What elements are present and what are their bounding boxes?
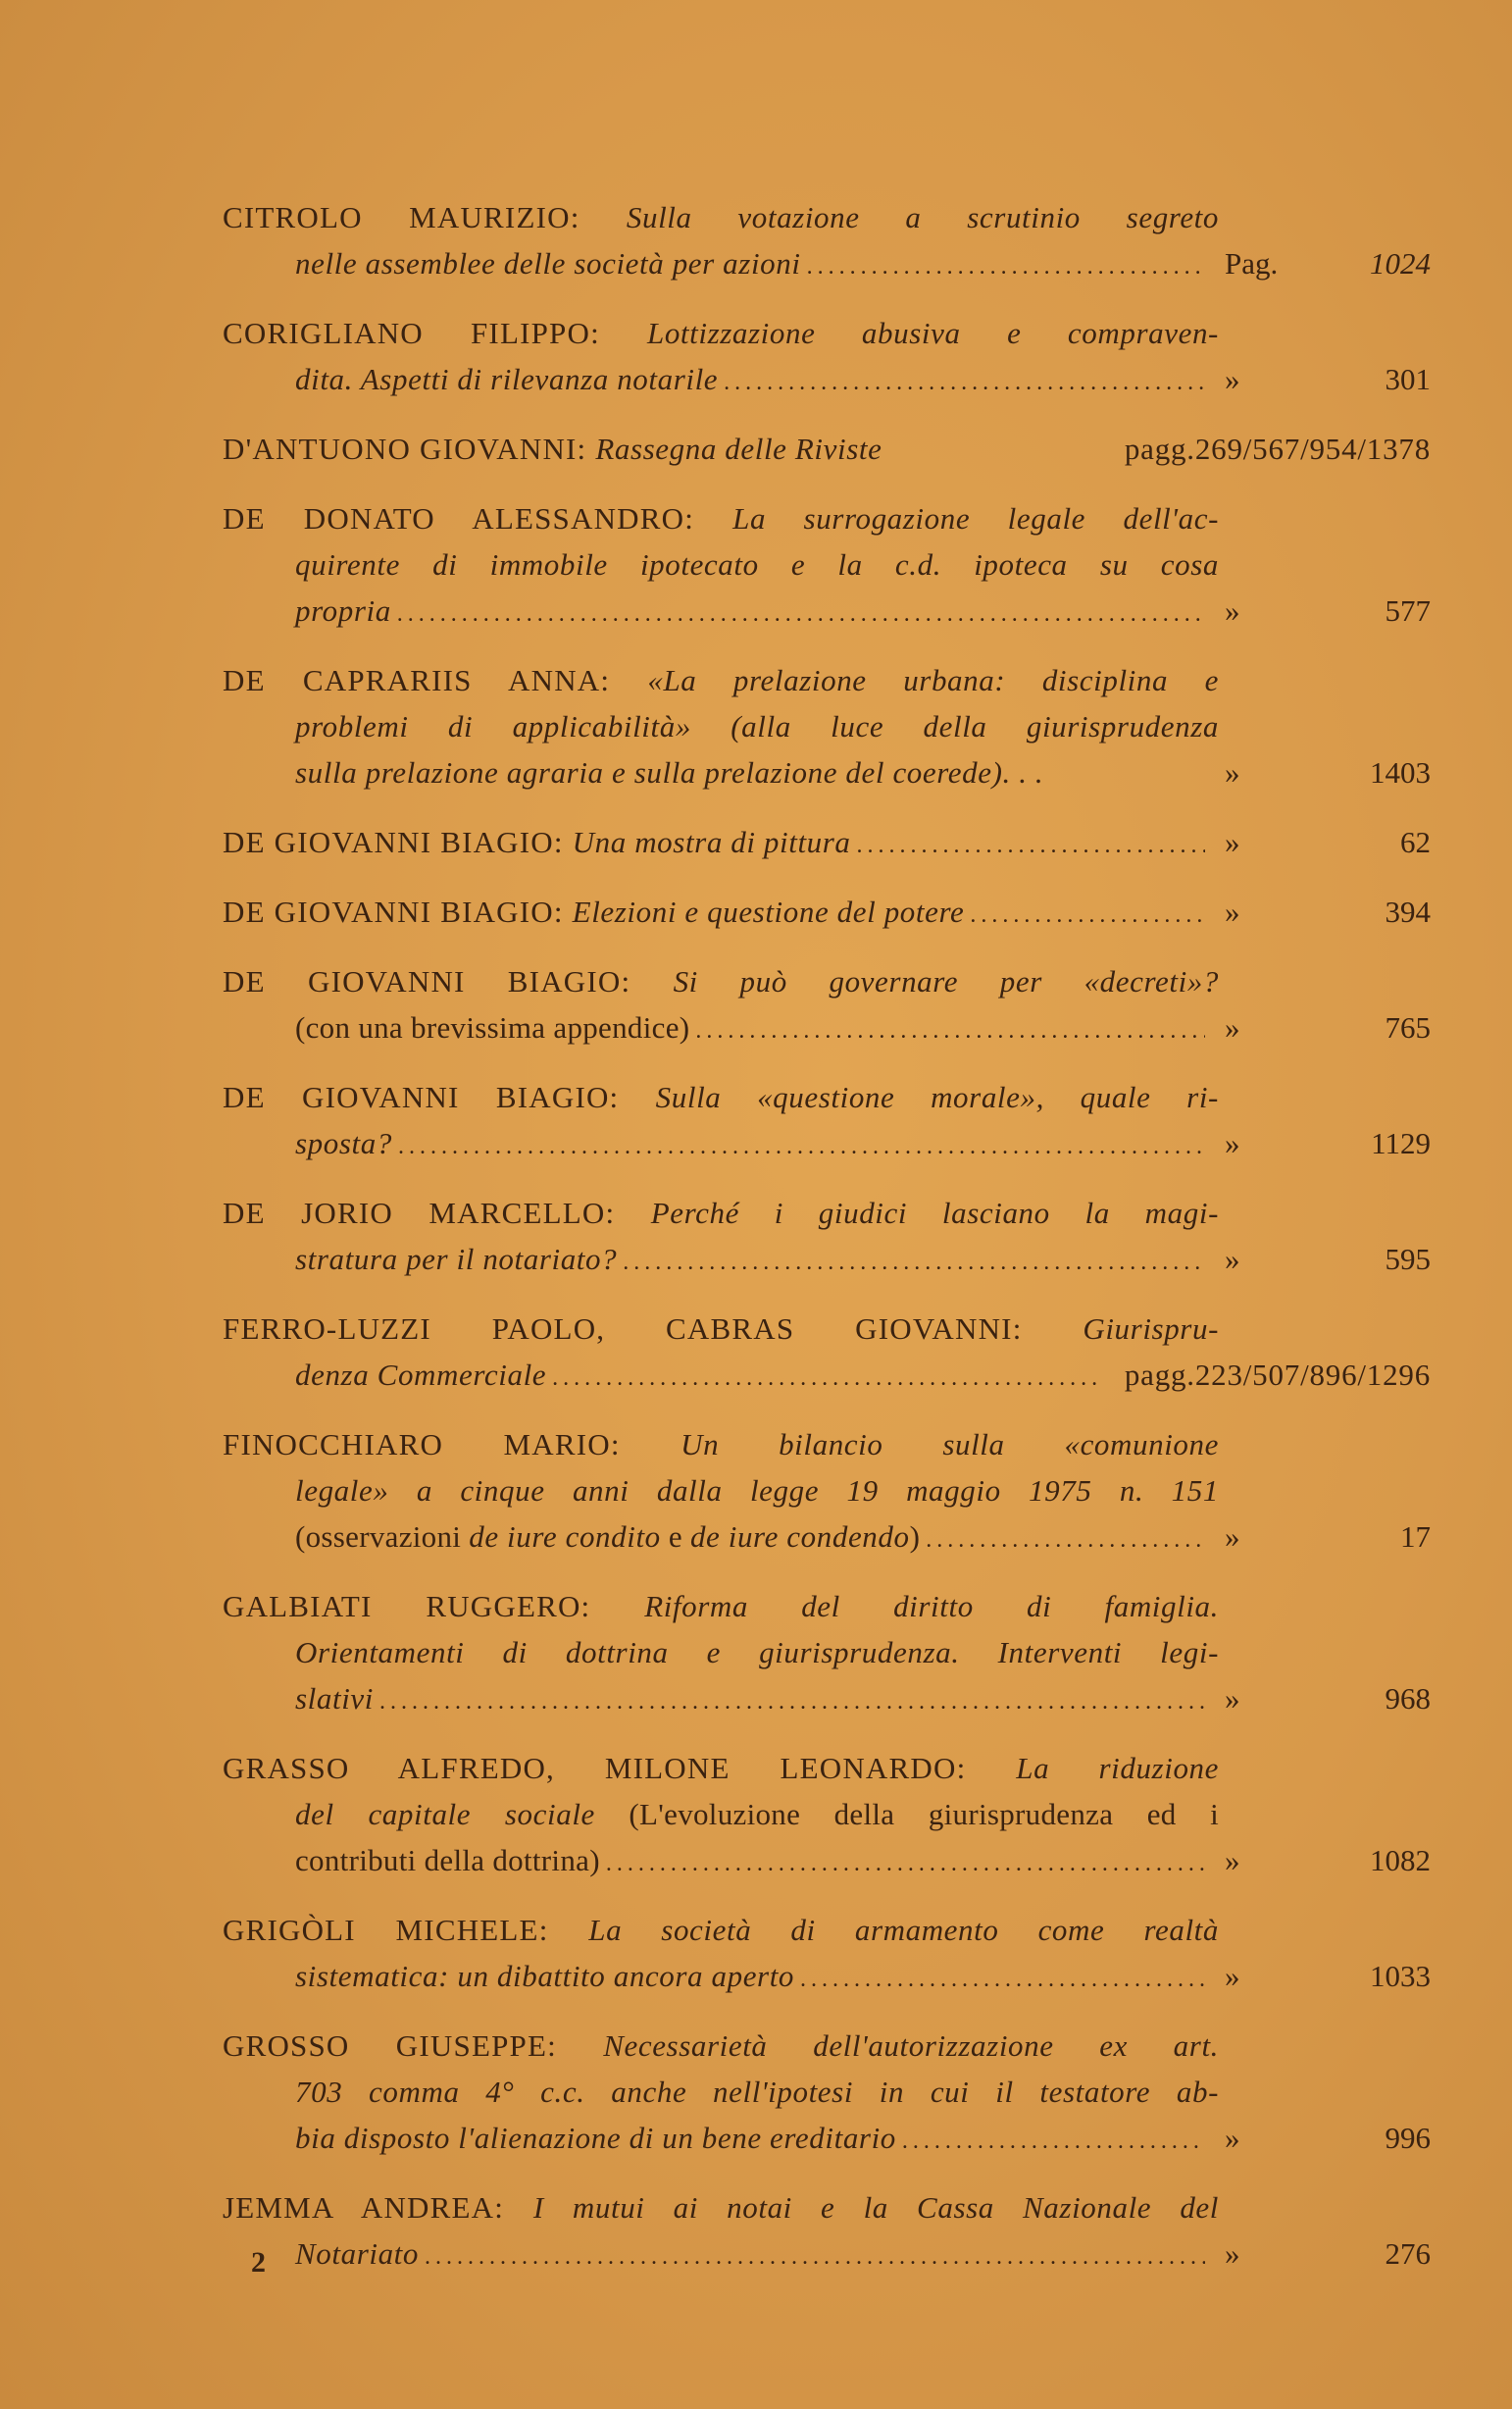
entry-text [223, 1745, 1219, 1791]
entry-line [223, 2184, 1431, 2230]
author-name: GRASSO ALFREDO, MILONE LEONARDO: [223, 1751, 1017, 1785]
ref-prefix: pagg. [1124, 1358, 1195, 1392]
author-name: GALBIATI RUGGERO: [223, 1589, 645, 1623]
ref-prefix: » [1225, 895, 1240, 929]
entry-line [223, 1190, 1431, 1236]
author-name: DE JORIO MARCELLO: [223, 1196, 651, 1230]
index-entry [223, 1306, 1431, 1398]
article-title: Rassegna delle Riviste [595, 432, 882, 466]
entry-text [295, 1352, 546, 1398]
index-entry [223, 819, 1431, 865]
author-name: FERRO-LUZZI PAOLO, CABRAS GIOVANNI: [223, 1311, 1084, 1346]
entry-text [295, 749, 1043, 795]
entry-line [223, 588, 1431, 634]
entry-line [223, 749, 1431, 795]
article-note: contributi della dottrina) [295, 1843, 600, 1877]
article-title: «La prelazione urbana: disciplina e [647, 663, 1219, 697]
article-title: Orientamenti di dottrina e giurisprudenza. Interventi legi- [295, 1635, 1219, 1669]
author-name: DE DONATO ALESSANDRO: [223, 501, 733, 536]
page-ref-number: 301 [1385, 362, 1431, 396]
entry-line [223, 194, 1431, 240]
entry-text [295, 1675, 374, 1721]
index-entry [223, 1907, 1431, 1999]
author-name: DE GIOVANNI BIAGIO: [223, 1080, 656, 1114]
page-ref-number: 394 [1385, 895, 1431, 929]
article-title: sulla prelazione agraria e sulla prelazione del coerede). . . [295, 755, 1044, 790]
entry-text [223, 426, 882, 472]
entry-text [223, 1190, 1219, 1236]
entry-text [295, 2069, 1219, 2115]
page-reference [1225, 1513, 1431, 1560]
page-number: 2 [251, 2246, 266, 2279]
entry-line [223, 1907, 1431, 1953]
entry-text [295, 1467, 1219, 1513]
entry-line [223, 1745, 1431, 1791]
article-title: del capitale sociale [295, 1797, 595, 1831]
article-title: slativi [295, 1681, 374, 1716]
article-title: Si può governare per «decreti»? [673, 964, 1219, 999]
page-reference [1225, 1120, 1431, 1166]
entry-line [223, 1421, 1431, 1467]
page-reference [1225, 749, 1431, 795]
entry-text [223, 2184, 1219, 2230]
entry-line [223, 240, 1431, 286]
entry-text [223, 1306, 1219, 1352]
entry-line [223, 1583, 1431, 1629]
article-title: problemi di applicabilità» (alla luce della giurisprudenza [295, 709, 1219, 743]
index-entry [223, 1745, 1431, 1883]
ref-prefix: » [1225, 1843, 1240, 1877]
article-note: (con una brevissima appendice) [295, 1010, 690, 1045]
author-name: GROSSO GIUSEPPE: [223, 2028, 604, 2063]
ref-prefix: » [1225, 1681, 1240, 1716]
entry-text [223, 958, 1219, 1004]
index-list [223, 194, 1431, 2300]
entry-text [223, 819, 851, 865]
dot-leader [857, 823, 1205, 869]
article-title: bia disposto l'alienazione di un bene ereditario [295, 2121, 896, 2155]
entry-line [223, 1352, 1431, 1398]
entry-line [223, 1120, 1431, 1166]
article-title: La società di armamento come realtà [588, 1913, 1219, 1947]
entry-line [223, 657, 1431, 703]
page-reference [1225, 1004, 1431, 1051]
page-ref-number: 17 [1400, 1519, 1431, 1554]
index-entry [223, 194, 1431, 286]
index-entry [223, 657, 1431, 795]
page-ref-number: 1129 [1371, 1126, 1431, 1160]
entry-text [223, 1074, 1219, 1120]
page-ref-number: 996 [1385, 2121, 1431, 2155]
page-reference [1225, 2115, 1431, 2161]
author-name: DE CAPRARIIS ANNA: [223, 663, 648, 697]
article-title: de iure condito [469, 1519, 661, 1554]
article-title: Riforma del diritto di famiglia. [644, 1589, 1219, 1623]
dot-leader [970, 893, 1205, 939]
entry-line [223, 1837, 1431, 1883]
entry-text [295, 541, 1219, 588]
dot-leader [398, 1124, 1205, 1170]
dot-leader [902, 2119, 1205, 2165]
ref-prefix: » [1225, 2121, 1240, 2155]
article-title: 703 comma 4° c.c. anche nell'ipotesi in cui il testatore ab- [295, 2075, 1219, 2109]
article-title: stratura per il notariato? [295, 1242, 618, 1276]
page-ref-number: 968 [1385, 1681, 1431, 1716]
entry-line [223, 958, 1431, 1004]
entry-text [295, 1953, 794, 1999]
page-ref-number: 1033 [1370, 1959, 1431, 1993]
ref-prefix: Pag. [1225, 246, 1279, 281]
page-reference [1225, 240, 1431, 286]
page-reference [1225, 1236, 1431, 1282]
entry-text [223, 310, 1219, 356]
entry-text [223, 1421, 1219, 1467]
ref-prefix: » [1225, 1126, 1240, 1160]
entry-line [223, 1236, 1431, 1282]
entry-line [223, 2115, 1431, 2161]
dot-leader [552, 1356, 1103, 1402]
entry-line [223, 310, 1431, 356]
page-ref-number: 62 [1400, 825, 1431, 859]
ref-prefix: » [1225, 1519, 1240, 1554]
page-reference [1225, 356, 1431, 402]
author-name: DE GIOVANNI BIAGIO: [223, 825, 573, 859]
index-entry [223, 1421, 1431, 1560]
ref-prefix: » [1225, 825, 1240, 859]
dot-leader [926, 1517, 1205, 1563]
entry-text [295, 2115, 896, 2161]
entry-text [295, 1236, 617, 1282]
article-title: Notariato [295, 2236, 419, 2271]
entry-text [295, 240, 801, 286]
entry-line [223, 1467, 1431, 1513]
page-ref-number: 765 [1385, 1010, 1431, 1045]
article-note: (L'evoluzione della giurisprudenza ed i [594, 1797, 1219, 1831]
article-title: denza Commerciale [295, 1358, 547, 1392]
entry-text [223, 495, 1219, 541]
author-name: D'ANTUONO GIOVANNI: [223, 432, 596, 466]
article-title: Una mostra di pittura [572, 825, 851, 859]
article-title: La riduzione [1016, 1751, 1219, 1785]
page-ref-number: 1403 [1370, 755, 1431, 790]
entry-text [223, 1907, 1219, 1953]
entry-line [223, 426, 1431, 472]
entry-line [223, 1791, 1431, 1837]
index-entry [223, 2023, 1431, 2161]
index-entry [223, 958, 1431, 1051]
entry-text [223, 889, 964, 935]
entry-text [223, 194, 1219, 240]
index-entry [223, 310, 1431, 402]
article-title: Necessarietà dell'autorizzazione ex art. [603, 2028, 1220, 2063]
ref-prefix: » [1225, 1242, 1240, 1276]
article-title: Giurispru- [1083, 1311, 1219, 1346]
entry-text [295, 1004, 689, 1051]
article-note: e [660, 1519, 690, 1554]
ref-prefix: » [1225, 1010, 1240, 1045]
page-reference [1225, 889, 1431, 935]
author-name: CORIGLIANO FILIPPO: [223, 316, 647, 350]
page-reference [1225, 1953, 1431, 1999]
article-title: Un bilancio sulla «comunione [680, 1427, 1219, 1461]
index-entry [223, 889, 1431, 935]
entry-line [223, 1513, 1431, 1560]
dot-leader [606, 1841, 1205, 1887]
entry-text [295, 2230, 419, 2277]
entry-line [223, 1953, 1431, 1999]
article-title: propria [295, 593, 391, 628]
entry-line [223, 819, 1431, 865]
author-name: FINOCCHIARO MARIO: [223, 1427, 681, 1461]
entry-text [295, 1120, 392, 1166]
entry-line [223, 495, 1431, 541]
entry-text [223, 1583, 1219, 1629]
index-entry [223, 1190, 1431, 1282]
author-name: GRIGÒLI MICHELE: [223, 1913, 589, 1947]
ref-prefix: » [1225, 2236, 1240, 2271]
page-reference [1225, 2230, 1431, 2277]
article-title: Elezioni e questione del potere [572, 895, 965, 929]
article-title: sistematica: un dibattito ancora aperto [295, 1959, 795, 1993]
article-title: La surrogazione legale dell'ac- [732, 501, 1220, 536]
page-reference [1225, 819, 1431, 865]
page-reference [1125, 426, 1431, 472]
ref-prefix: » [1225, 1959, 1240, 1993]
index-entry [223, 426, 1431, 472]
page-ref-number: 577 [1385, 593, 1431, 628]
page-ref-number: 223/507/896/1296 [1194, 1358, 1431, 1392]
ref-prefix: » [1225, 593, 1240, 628]
entry-line [223, 889, 1431, 935]
entry-text [223, 2023, 1219, 2069]
page-ref-number: 1082 [1370, 1843, 1431, 1877]
entry-text [223, 657, 1219, 703]
author-name: JEMMA ANDREA: [223, 2190, 533, 2225]
entry-line [223, 2023, 1431, 2069]
entry-line [223, 2230, 1431, 2277]
article-title: legale» a cinque anni dalla legge 19 maggio 1975 n. 151 [295, 1473, 1219, 1508]
dot-leader [379, 1679, 1205, 1725]
article-title: Sulla votazione a scrutinio segreto [626, 200, 1219, 234]
dot-leader [397, 591, 1205, 638]
entry-text [295, 588, 391, 634]
page-ref-number: 269/567/954/1378 [1194, 432, 1431, 466]
entry-text [295, 703, 1219, 749]
dot-leader [425, 2234, 1205, 2281]
entry-line [223, 1074, 1431, 1120]
entry-text [295, 1629, 1219, 1675]
article-note: ) [909, 1519, 921, 1554]
entry-line [223, 356, 1431, 402]
dot-leader [695, 1008, 1205, 1054]
article-note: (osservazioni [295, 1519, 470, 1554]
author-name: DE GIOVANNI BIAGIO: [223, 895, 573, 929]
page-reference [1225, 588, 1431, 634]
entry-text [295, 1791, 1219, 1837]
ref-prefix: » [1225, 362, 1240, 396]
dot-leader [807, 244, 1205, 290]
entry-text [295, 1837, 600, 1883]
dot-leader [623, 1240, 1205, 1286]
article-title: nelle assemblee delle società per azioni [295, 246, 801, 281]
ref-prefix: » [1225, 755, 1240, 790]
entry-line [223, 2069, 1431, 2115]
article-title: sposta? [295, 1126, 392, 1160]
index-entry [223, 1074, 1431, 1166]
entry-line [223, 541, 1431, 588]
dot-leader [724, 360, 1205, 406]
page-ref-number: 276 [1385, 2236, 1431, 2271]
article-title: quirente di immobile ipotecato e la c.d. ipoteca su cosa [295, 547, 1219, 582]
article-title: dita. Aspetti di rilevanza notarile [295, 362, 719, 396]
entry-line [223, 1004, 1431, 1051]
author-name: DE GIOVANNI BIAGIO: [223, 964, 674, 999]
entry-line [223, 1306, 1431, 1352]
entry-line [223, 1629, 1431, 1675]
ref-prefix: pagg. [1124, 432, 1195, 466]
author-name: CITROLO MAURIZIO: [223, 200, 627, 234]
entry-line [223, 703, 1431, 749]
article-title: I mutui ai notai e la Cassa Nazionale del [532, 2190, 1219, 2225]
page-reference [1225, 1837, 1431, 1883]
entry-text [295, 356, 718, 402]
page-ref-number: 1024 [1370, 246, 1431, 281]
index-entry [223, 495, 1431, 634]
index-entry [223, 1583, 1431, 1721]
article-title: Lottizzazione abusiva e compraven- [646, 316, 1219, 350]
article-title: Sulla «questione morale», quale ri- [655, 1080, 1219, 1114]
article-title: de iure condendo [689, 1519, 910, 1554]
page-ref-number: 595 [1385, 1242, 1431, 1276]
page-reference [1225, 1675, 1431, 1721]
page-reference [1125, 1352, 1431, 1398]
dot-leader [800, 1957, 1205, 2003]
index-entry [223, 2184, 1431, 2277]
article-title: Perché i giudici lasciano la magi- [650, 1196, 1219, 1230]
entry-line [223, 1675, 1431, 1721]
entry-text [295, 1513, 920, 1560]
